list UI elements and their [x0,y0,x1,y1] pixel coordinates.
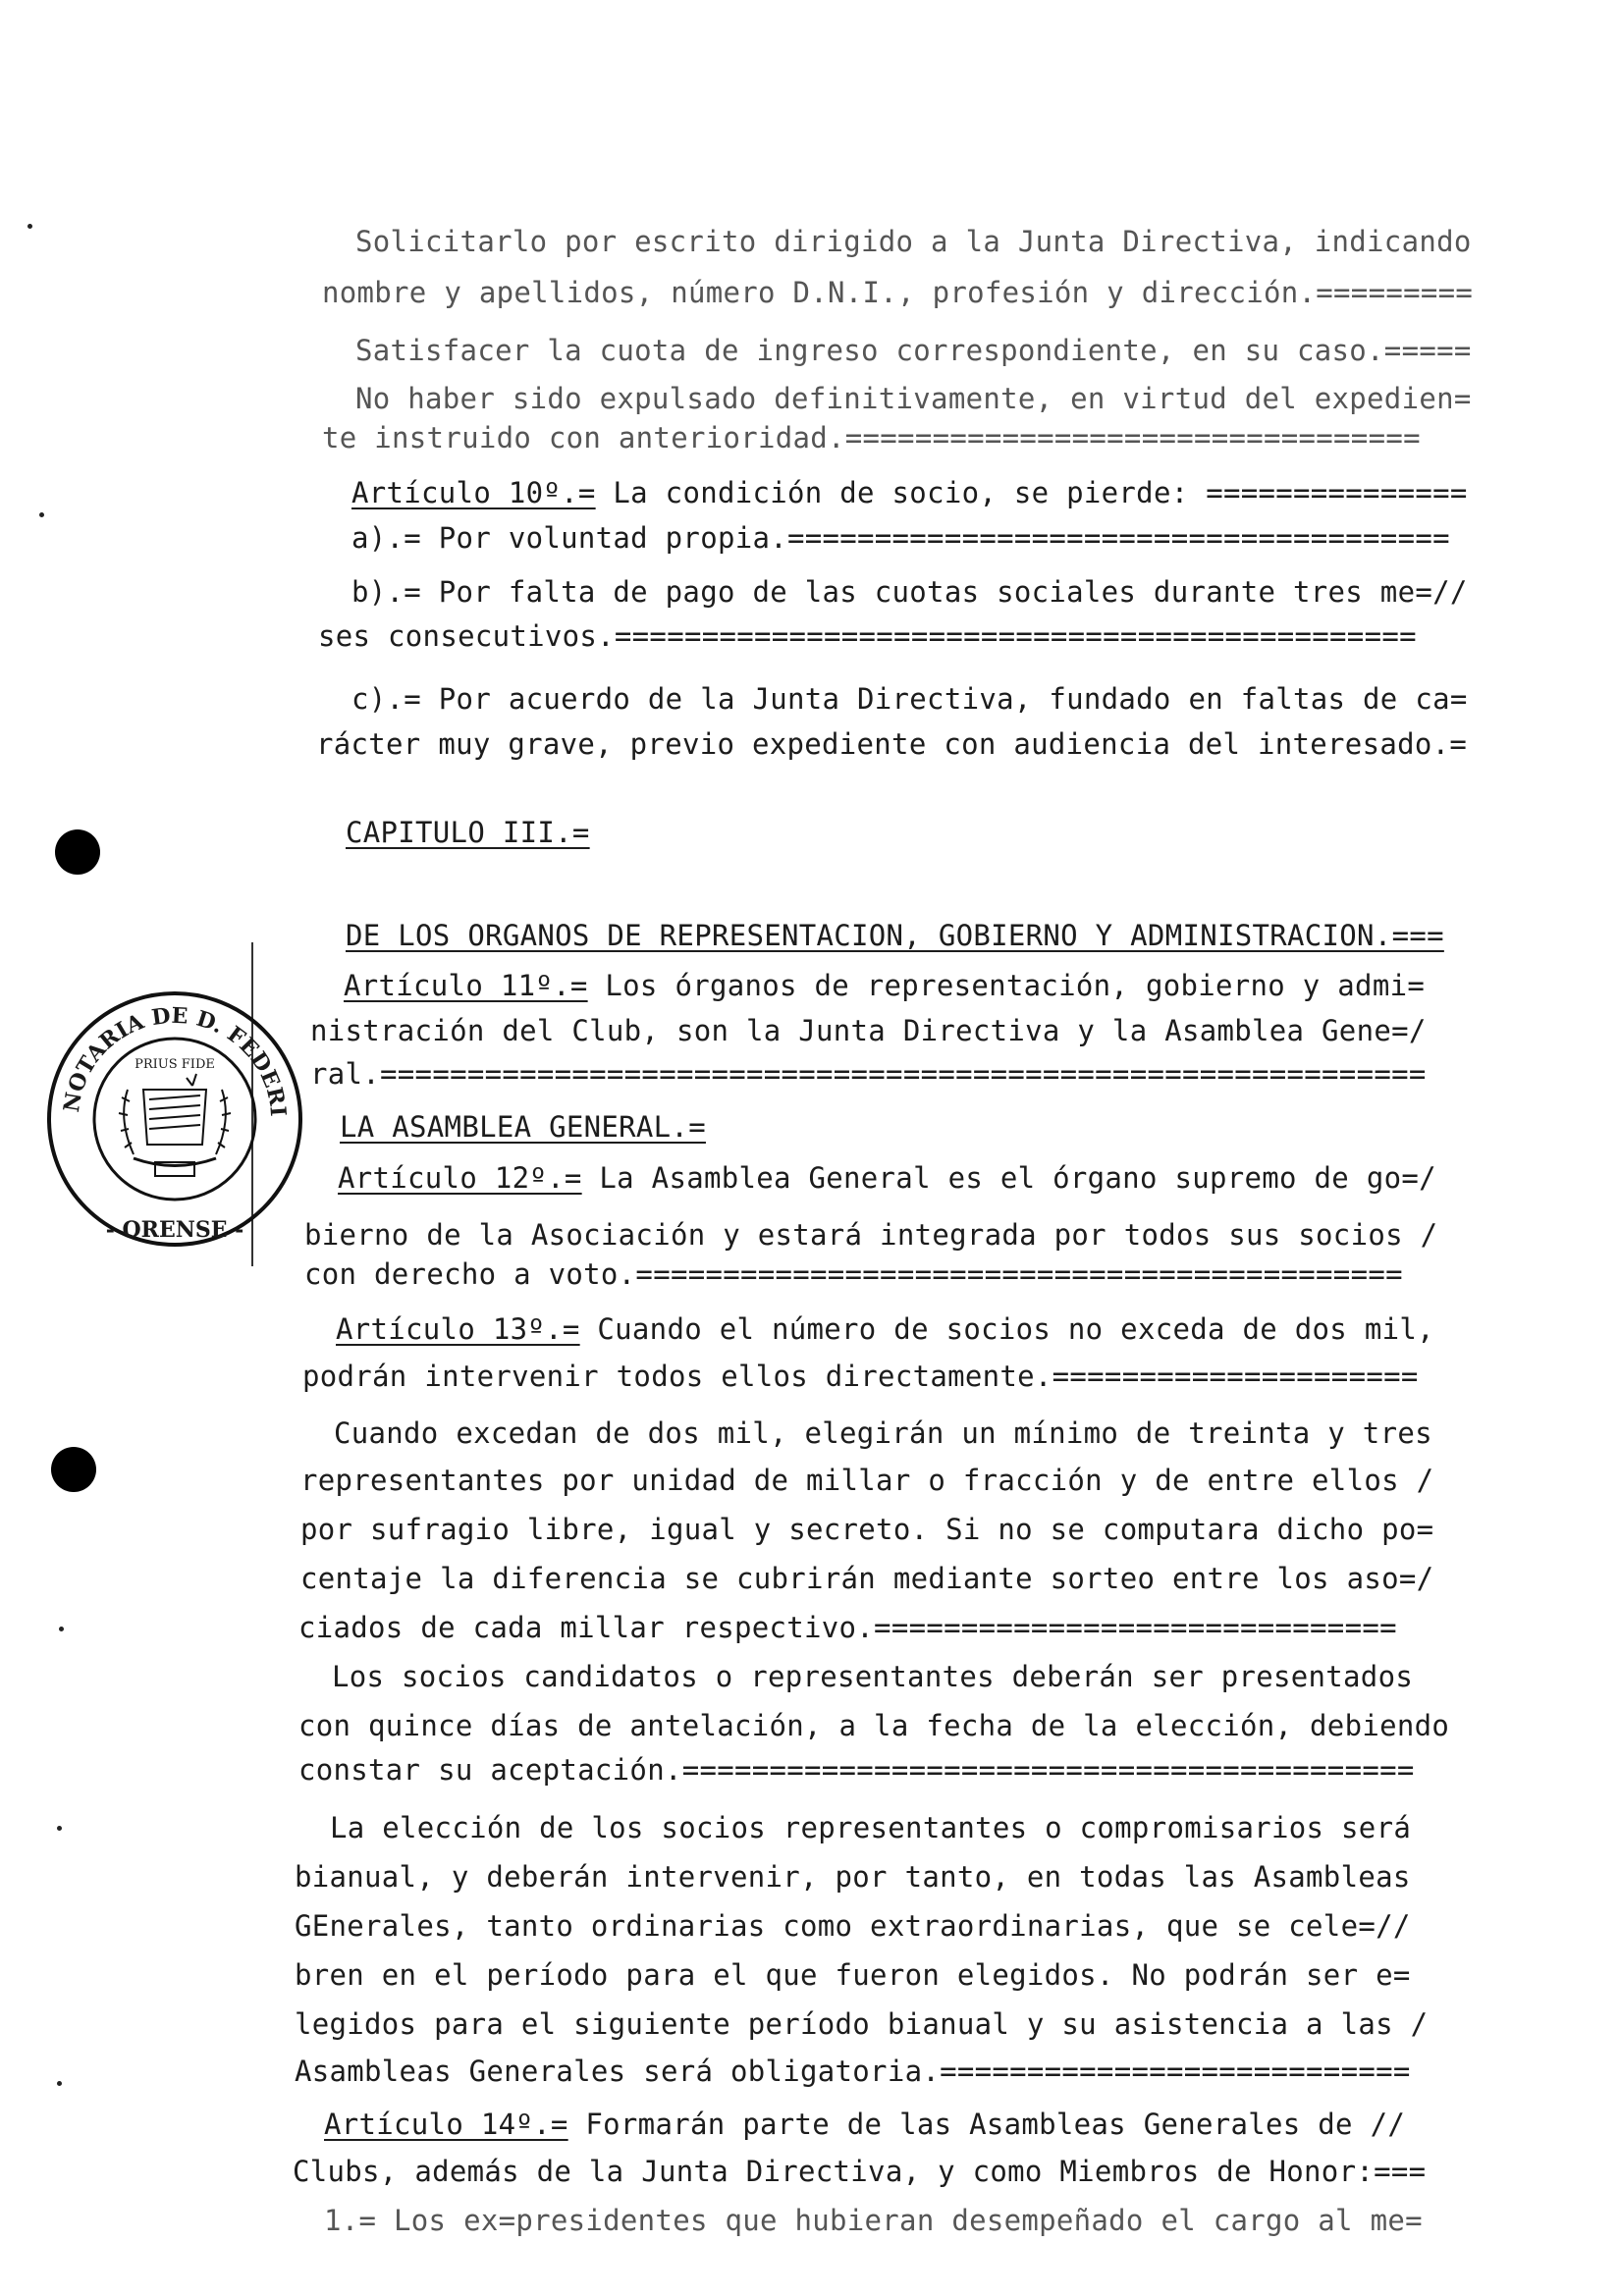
text-line: nistración del Club, son la Junta Directiva y la Asamblea Gene=/ [310,1014,1427,1047]
seal-outer-text: NOTARIA DE D. FEDERI [58,1002,292,1118]
text-line: No haber sido expulsado definitivamente, en virtud del expedien= [355,382,1472,415]
text-line: constar su aceptación.========================================== [298,1753,1415,1787]
text-line: te instruido con anterioridad.================================= [322,421,1421,454]
margin-speck [27,224,32,229]
text-line: a).= Por voluntad propia.====================================== [351,521,1450,555]
punch-hole-bottom [51,1447,96,1492]
article-heading: Artículo 11º.= [344,969,588,1002]
article-12-line: Artículo 12º.= La Asamblea General es el órgano supremo de go=/ [338,1161,1436,1195]
article-11-line: Artículo 11º.= Los órganos de representación, gobierno y admi= [344,969,1426,1002]
text-line: Clubs, además de la Junta Directiva, y como Miembros de Honor:=== [293,2155,1427,2188]
text-line: podrán intervenir todos ellos directamente.===================== [302,1360,1419,1393]
text-line: con quince días de antelación, a la fecha de la elección, debiendo [298,1709,1450,1742]
text-line: 1.= Los ex=presidentes que hubieran desempeñado el cargo al me= [324,2204,1423,2237]
text-line: Asambleas Generales será obligatoria.=========================== [295,2055,1411,2088]
text-line: centaje la diferencia se cubrirán mediante sorteo entre los aso=/ [300,1562,1434,1595]
text-line: representantes por unidad de millar o fracción y de entre ellos / [300,1464,1434,1497]
punch-hole-top [55,829,100,875]
text-line: bren en el período para el que fueron elegidos. No podrán ser e= [295,1958,1411,1992]
text-line: GEnerales, tanto ordinarias como extraordinarias, que se cele=// [295,1909,1411,1943]
article-heading: Artículo 12º.= [338,1161,582,1195]
article-13-line: Artículo 13º.= Cuando el número de socios no exceda de dos mil, [336,1312,1434,1346]
section-heading: DE LOS ORGANOS DE REPRESENTACION, GOBIERNO Y ADMINISTRACION.=== [346,919,1444,952]
article-10-line: Artículo 10º.= La condición de socio, se pierde: =============== [351,476,1468,509]
text-line: Cuando excedan de dos mil, elegirán un mínimo de treinta y tres [334,1416,1432,1450]
text-line: La elección de los socios representantes o compromisarios será [330,1811,1412,1844]
text-line: nombre y apellidos, número D.N.I., profesión y dirección.========= [322,276,1474,309]
article-14-line: Artículo 14º.= Formarán parte de las Asambleas Generales de // [324,2108,1406,2141]
text-line: Satisfacer la cuota de ingreso correspondiente, en su caso.===== [355,334,1472,367]
text-line: Los socios candidatos o representantes deberán ser presentados [332,1660,1414,1693]
margin-speck [57,2081,62,2086]
text-line: ses consecutivos.============================================== [318,619,1417,653]
subsection-heading: LA ASAMBLEA GENERAL.= [340,1110,706,1144]
text-line: con derecho a voto.============================================ [304,1257,1403,1291]
text-line: rácter muy grave, previo expediente con audiencia del interesado.= [316,727,1468,761]
notary-seal [39,972,304,1256]
seal-emblem [119,1074,231,1176]
chapter-heading: CAPITULO III.= [346,816,590,849]
text-line: c).= Por acuerdo de la Junta Directiva, fundado en faltas de ca= [351,682,1468,716]
text-line: b).= Por falta de pago de las cuotas sociales durante tres me=// [351,575,1468,609]
text-line: ral.============================================================ [310,1057,1427,1091]
margin-speck [39,512,44,517]
margin-speck [59,1627,64,1631]
text-line: bierno de la Asociación y estará integrada por todos sus socios / [304,1218,1438,1252]
article-heading: Artículo 13º.= [336,1312,580,1346]
text-line: legidos para el siguiente período bianual y su asistencia a las / [295,2007,1429,2041]
article-heading: Artículo 10º.= [351,476,596,509]
article-heading: Artículo 14º.= [324,2108,568,2141]
notary-seal-graphic [39,972,304,1256]
text-line: ciados de cada millar respectivo.============================== [298,1611,1397,1644]
margin-speck [57,1826,62,1831]
seal-city: - ORENSE - [105,1217,244,1243]
text-line: Solicitarlo por escrito dirigido a la Junta Directiva, indicando [355,225,1472,258]
text-line: por sufragio libre, igual y secreto. Si no se computara dicho po= [300,1513,1434,1546]
seal-motto: PRIUS FIDE [135,1057,215,1072]
text-line: bianual, y deberán intervenir, por tanto, en todas las Asambleas [295,1860,1411,1894]
